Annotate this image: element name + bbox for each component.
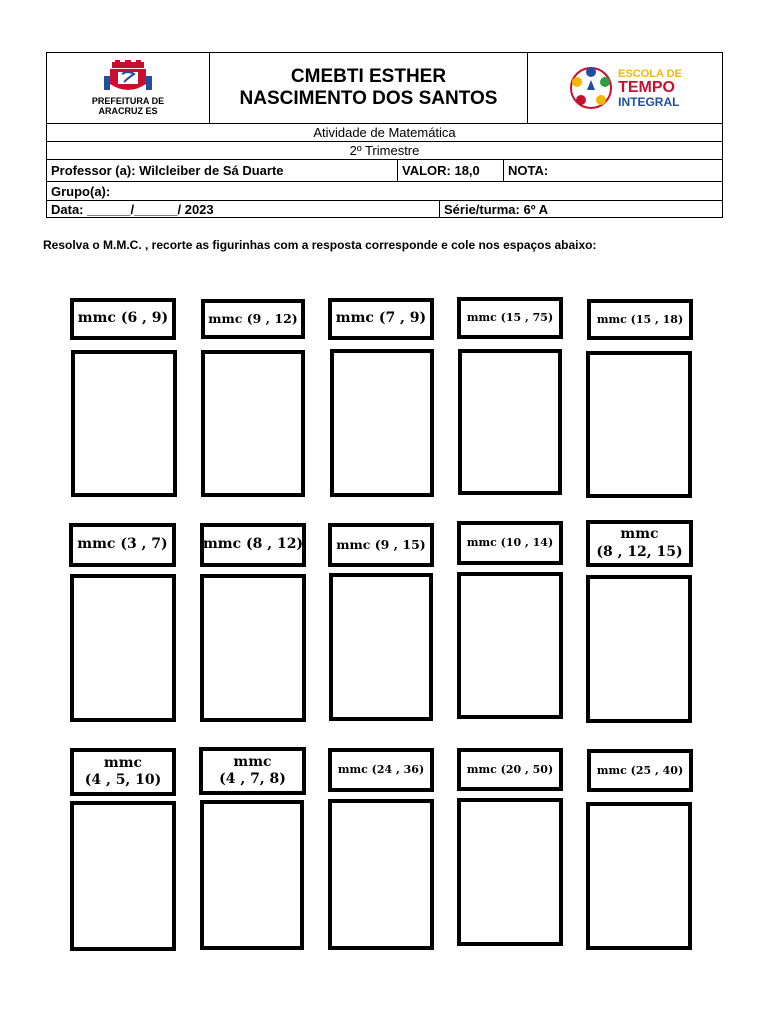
exercise-label-line1: mmc bbox=[233, 753, 272, 770]
exercise-label: mmc (7 , 9) bbox=[328, 298, 434, 340]
nota-field: NOTA: bbox=[508, 163, 549, 178]
exercise-label-line1: mmc bbox=[620, 526, 659, 542]
answer-box[interactable] bbox=[70, 801, 176, 951]
exercise-label: mmc (9 , 12) bbox=[201, 299, 305, 339]
instruction-text: Resolva o M.M.C. , recorte as figurinhas com a resposta corresponde e cole nos espaços abaixo: bbox=[43, 238, 597, 252]
activity-row bbox=[47, 124, 722, 142]
answer-box[interactable] bbox=[586, 802, 692, 950]
exercise-label: mmc (6 , 9) bbox=[70, 298, 176, 340]
professor-row bbox=[47, 160, 722, 182]
exercise-label-line2: (8 , 12, 15) bbox=[596, 543, 683, 560]
school-name: CMEBTI ESTHER NASCIMENTO DOS SANTOS bbox=[210, 53, 528, 123]
answer-box[interactable] bbox=[70, 574, 176, 722]
date-field: Data: ______/______/ 2023 bbox=[47, 201, 440, 217]
answer-box[interactable] bbox=[71, 350, 177, 497]
logo-text-line2: ARACRUZ ES bbox=[98, 105, 158, 116]
answer-box[interactable] bbox=[586, 351, 692, 498]
exercise-label: mmc (25 , 40) bbox=[587, 749, 693, 792]
grupo-row bbox=[47, 182, 722, 201]
term-row bbox=[47, 142, 722, 160]
exercise-label: mmc (15 , 75) bbox=[457, 297, 563, 339]
answer-box[interactable] bbox=[200, 574, 306, 722]
logo-tempo: TEMPO bbox=[618, 78, 675, 96]
answer-box[interactable] bbox=[457, 798, 563, 946]
coat-of-arms-icon bbox=[102, 60, 154, 96]
valor-field: VALOR: 18,0 bbox=[398, 160, 504, 181]
answer-box[interactable] bbox=[201, 350, 305, 497]
answer-box[interactable] bbox=[458, 349, 562, 495]
escola-tempo-integral-logo bbox=[528, 53, 722, 123]
exercise-label-line2: (4 , 5, 10) bbox=[84, 772, 162, 788]
exercise-label bbox=[70, 748, 176, 796]
grupo-field: Grupo(a): bbox=[51, 183, 111, 199]
exercise-label: mmc (3 , 7) bbox=[69, 523, 176, 567]
logo-escola-de: ESCOLA DE bbox=[618, 67, 682, 80]
exercise-label-line1: mmc bbox=[103, 754, 143, 771]
professor-name: Professor (a): Wilcleiber de Sá Duarte bbox=[47, 160, 398, 181]
logo-integral: INTEGRAL bbox=[618, 94, 680, 109]
answer-box[interactable] bbox=[586, 575, 692, 723]
answer-box[interactable] bbox=[330, 349, 434, 497]
exercise-label: mmc (20 , 50) bbox=[457, 748, 563, 791]
answer-box[interactable] bbox=[200, 800, 304, 950]
header-table bbox=[46, 52, 723, 218]
exercise-label: mmc (15 , 18) bbox=[587, 299, 693, 340]
exercise-label: mmc (8 , 12) bbox=[200, 523, 306, 567]
exercise-label: mmc (9 , 15) bbox=[328, 523, 434, 567]
exercise-label bbox=[199, 747, 306, 795]
serie-turma-field: Série/turma: 6º A bbox=[444, 201, 548, 217]
activity-title: Atividade de Matemática bbox=[313, 125, 456, 140]
star-people-icon bbox=[568, 62, 614, 114]
exercise-label: mmc (10 , 14) bbox=[457, 521, 563, 565]
prefeitura-logo bbox=[47, 53, 210, 123]
date-row bbox=[47, 201, 722, 217]
logo-text-line1: PREFEITURA DE bbox=[91, 96, 165, 107]
answer-box[interactable] bbox=[329, 573, 433, 721]
term-title: 2º Trimestre bbox=[349, 143, 420, 158]
exercise-label-line2: (4 , 7, 8) bbox=[219, 771, 286, 787]
exercise-label: mmc (24 , 36) bbox=[328, 748, 434, 792]
header-top-row bbox=[47, 53, 722, 124]
answer-box[interactable] bbox=[328, 799, 434, 950]
answer-box[interactable] bbox=[457, 572, 563, 719]
exercise-label bbox=[586, 520, 693, 567]
